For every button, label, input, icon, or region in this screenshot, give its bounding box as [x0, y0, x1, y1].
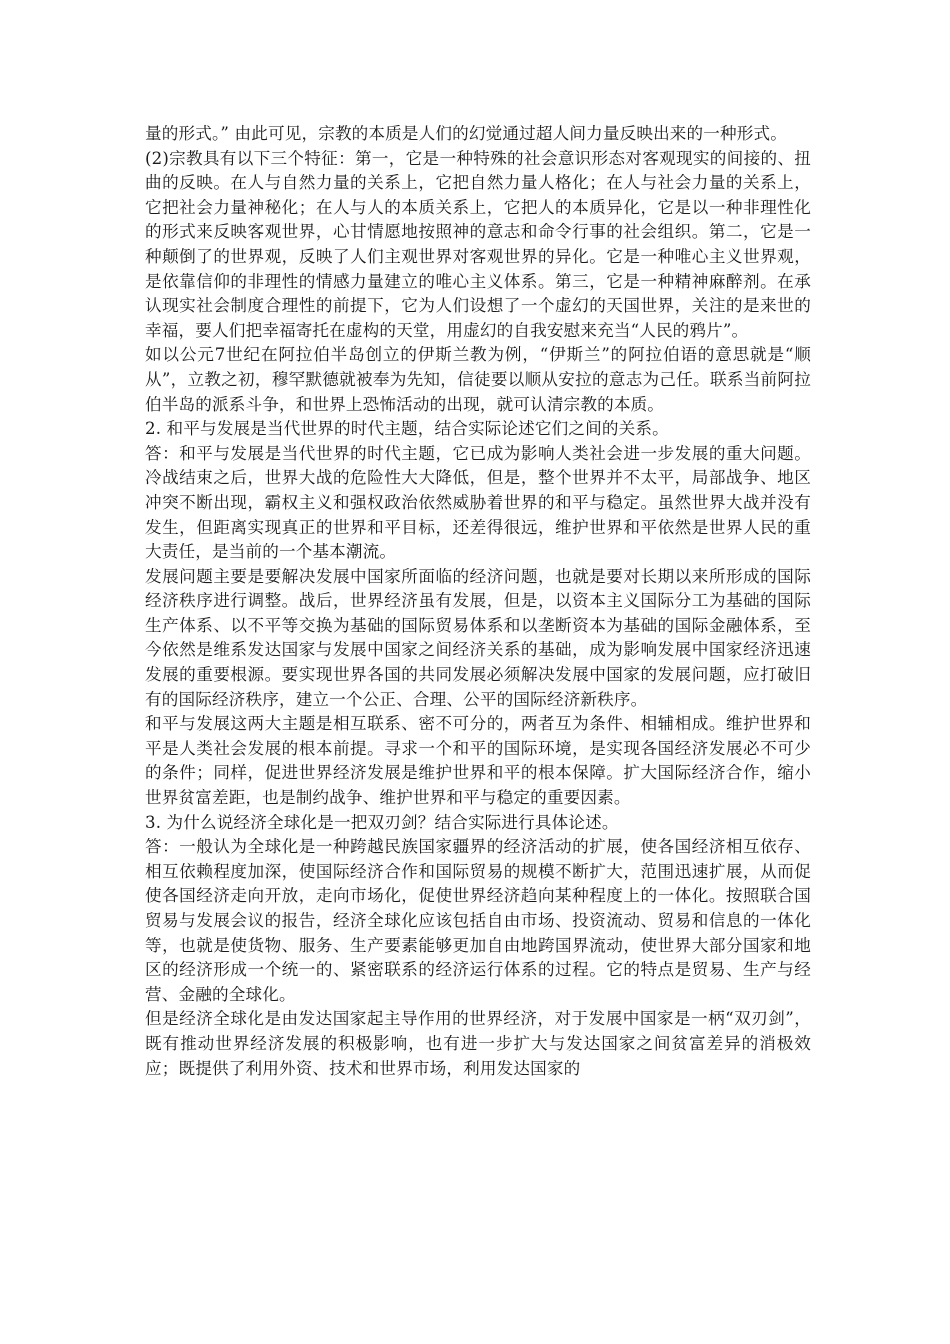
paragraph-answer-3-double-edged: 但是经济全球化是由发达国家起主导作用的世界经济，对于发展中国家是一柄“双刃剑”，既有推动世界经济发展的积极影响，也有进一步扩大与发达国家之间贫富差异的消极效应；既提供了利用外资、技术和世界市场，利用发达国家的 — [145, 1009, 811, 1078]
paragraph-answer-2-peace: 答：和平与发展是当代世界的时代主题，它已成为影响人类社会进一步发展的重大问题。冷战结束之后，世界大战的危险性大大降低，但是，整个世界并不太平，局部战争、地区冲突不断出现，霸权主义和强权政治依然威胁着世界的和平与稳定。虽然世界大战并没有发生，但距离实现真正的世界和平目标，还差得很远，维护世界和平依然是世界人民的重大责任，是当前的一个基本潮流。 — [145, 443, 811, 562]
question-2-heading: 2. 和平与发展是当代世界的时代主题，结合实际论述它们之间的关系。 — [145, 419, 669, 439]
paragraph-answer-2-development: 发展问题主要是要解决发展中国家所面临的经济问题，也就是要对长期以来所形成的国际经济秩序进行调整。战后，世界经济虽有发展，但是，以资本主义国际分工为基础的国际生产体系、以不平等交换为基础的国际贸易体系和以垄断资本为基础的国际金融体系，至今依然是维系发达国家与发展中国家之间经济关系的基础，成为影响发展中国家经济迅速发展的重要根源。要实现世界各国的共同发展必须解决发展中国家的发展问题，应打破旧有的国际经济秩序，建立一个公正、合理、公平的国际经济新秩序。 — [145, 566, 811, 709]
paragraph-answer-3-globalization: 答：一般认为全球化是一种跨越民族国家疆界的经济活动的扩展，使各国经济相互依存、相互依赖程度加深，使国际经济合作和国际贸易的规模不断扩大，范围迅速扩展，从而促使各国经济走向开放，走向市场化，促使世界经济趋向某种程度上的一体化。按照联合国贸易与发展会议的报告，经济全球化应该包括自由市场、投资流动、贸易和信息的一体化等，也就是使货物、服务、生产要素能够更加自由地跨国界流动，使世界大部分国家和地区的经济形成一个统一的、紧密联系的经济运行体系的过程。它的特点是贸易、生产与经营、金融的全球化。 — [145, 837, 811, 1004]
paragraph-islam-example: 如以公元7世纪在阿拉伯半岛创立的伊斯兰教为例，“伊斯兰”的阿拉伯语的意思就是“顺从”，立教之初，穆罕默德就被奉为先知，信徒要以顺从安拉的意志为己任。联系当前阿拉伯半岛的派系斗争，和世界上恐怖活动的出现，就可认清宗教的本质。 — [145, 345, 811, 414]
question-3-heading: 3. 为什么说经济全球化是一把双刃剑？结合实际进行具体论述。 — [145, 812, 619, 832]
document-page — [145, 122, 811, 1081]
paragraph-answer-2-relationship: 和平与发展这两大主题是相互联系、密不可分的，两者互为条件、相辅相成。维护世界和平是人类社会发展的根本前提。寻求一个和平的国际环境，是实现各国经济发展必不可少的条件；同样，促进世界经济发展是维护世界和平的根本保障。扩大国际经济合作，缩小世界贫富差距，也是制约战争、维护世界和平与稳定的重要因素。 — [145, 714, 811, 808]
paragraph-intro-end: 量的形式。” 由此可见，宗教的本质是人们的幻觉通过超人间力量反映出来的一种形式。 — [145, 124, 788, 143]
paragraph-religion-features: (2)宗教具有以下三个特征：第一，它是一种特殊的社会意识形态对客观现实的间接的、扭曲的反映。在人与自然力量的关系上，它把自然力量人格化；在人与社会力量的关系上，它把社会力量神秘化；在人与人的本质关系上，它把人的本质异化，它是以一种非理性化的形式来反映客观世界，心甘情愿地按照神的意志和命令行事的社会组织。第二，它是一种颠倒了的世界观，反映了人们主观世界对客观世界的异化。它是一种唯心主义世界观，是依靠信仰的非理性的情感力量建立的唯心主义体系。第三，它是一种精神麻醉剂。在承认现实社会制度合理性的前提下，它为人们设想了一个虚幻的天国世界，关注的是来世的幸福，要人们把幸福寄托在虚构的天堂，用虚幻的自我安慰来充当“人民的鸦片”。 — [145, 148, 811, 340]
